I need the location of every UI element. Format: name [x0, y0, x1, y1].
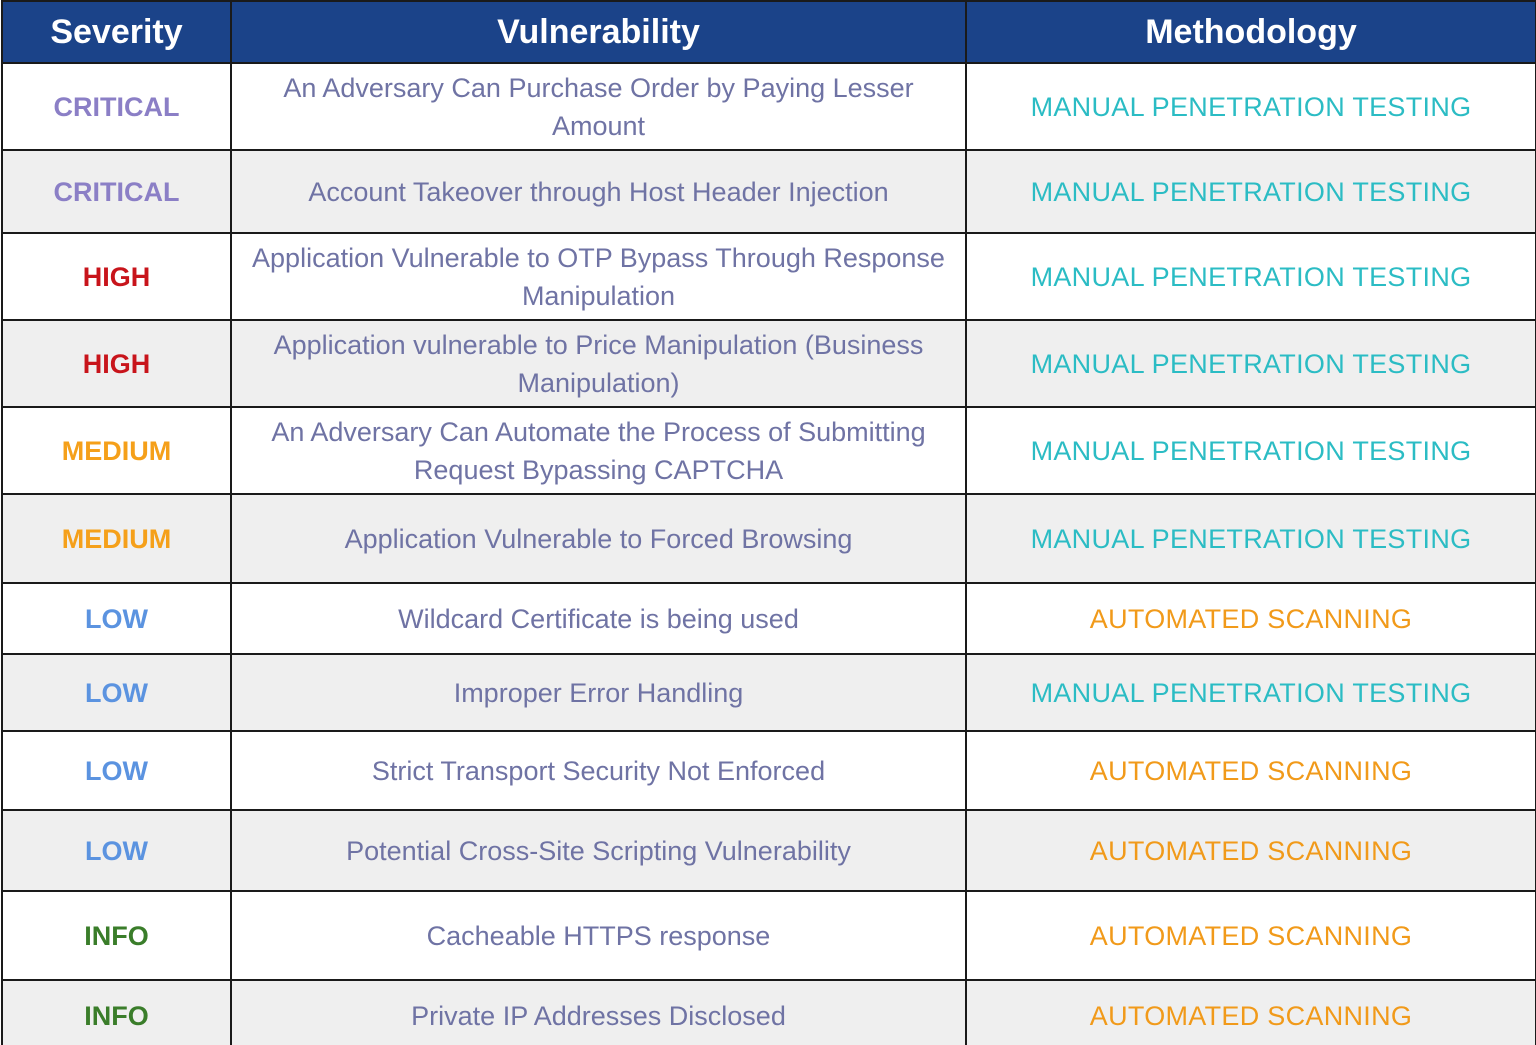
table-row [2, 233, 1536, 320]
table-row [2, 63, 1536, 150]
severity-column-header: Severity [2, 1, 231, 63]
vulnerability-column-header: Vulnerability [231, 1, 966, 63]
vulnerability-cell: Cacheable HTTPS response [231, 891, 966, 980]
table-row [2, 150, 1536, 233]
severity-cell: INFO [2, 980, 231, 1045]
table-row [2, 731, 1536, 810]
table-row [2, 407, 1536, 494]
vulnerability-cell: Application Vulnerable to Forced Browsing [231, 494, 966, 583]
methodology-cell: AUTOMATED SCANNING [966, 891, 1536, 980]
methodology-cell: AUTOMATED SCANNING [966, 810, 1536, 891]
table-row [2, 810, 1536, 891]
severity-cell: HIGH [2, 233, 231, 320]
vulnerability-cell: Strict Transport Security Not Enforced [231, 731, 966, 810]
severity-cell: LOW [2, 731, 231, 810]
header-row [2, 1, 1536, 63]
methodology-cell: MANUAL PENETRATION TESTING [966, 407, 1536, 494]
severity-cell: LOW [2, 654, 231, 731]
methodology-cell: AUTOMATED SCANNING [966, 731, 1536, 810]
table-row [2, 654, 1536, 731]
table-row [2, 494, 1536, 583]
vulnerability-cell: Account Takeover through Host Header Injection [231, 150, 966, 233]
methodology-cell: MANUAL PENETRATION TESTING [966, 63, 1536, 150]
vulnerability-cell: Private IP Addresses Disclosed [231, 980, 966, 1045]
vulnerability-table [1, 0, 1536, 1045]
methodology-column-header: Methodology [966, 1, 1536, 63]
table-row [2, 320, 1536, 407]
methodology-cell: MANUAL PENETRATION TESTING [966, 494, 1536, 583]
severity-cell: MEDIUM [2, 494, 231, 583]
methodology-cell: MANUAL PENETRATION TESTING [966, 233, 1536, 320]
severity-cell: CRITICAL [2, 150, 231, 233]
vulnerability-cell: Application vulnerable to Price Manipulation (Business Manipulation) [231, 320, 966, 407]
severity-cell: INFO [2, 891, 231, 980]
methodology-cell: AUTOMATED SCANNING [966, 980, 1536, 1045]
vulnerability-cell: Potential Cross-Site Scripting Vulnerability [231, 810, 966, 891]
severity-cell: LOW [2, 810, 231, 891]
severity-cell: CRITICAL [2, 63, 231, 150]
vulnerability-cell: Improper Error Handling [231, 654, 966, 731]
methodology-cell: MANUAL PENETRATION TESTING [966, 320, 1536, 407]
vulnerability-cell: An Adversary Can Automate the Process of Submitting Request Bypassing CAPTCHA [231, 407, 966, 494]
table-row [2, 891, 1536, 980]
table-row [2, 980, 1536, 1045]
severity-cell: MEDIUM [2, 407, 231, 494]
methodology-cell: MANUAL PENETRATION TESTING [966, 654, 1536, 731]
vulnerability-cell: An Adversary Can Purchase Order by Paying Lesser Amount [231, 63, 966, 150]
table-row [2, 583, 1536, 654]
vulnerability-cell: Application Vulnerable to OTP Bypass Through Response Manipulation [231, 233, 966, 320]
severity-cell: HIGH [2, 320, 231, 407]
methodology-cell: AUTOMATED SCANNING [966, 583, 1536, 654]
methodology-cell: MANUAL PENETRATION TESTING [966, 150, 1536, 233]
vulnerability-cell: Wildcard Certificate is being used [231, 583, 966, 654]
severity-cell: LOW [2, 583, 231, 654]
